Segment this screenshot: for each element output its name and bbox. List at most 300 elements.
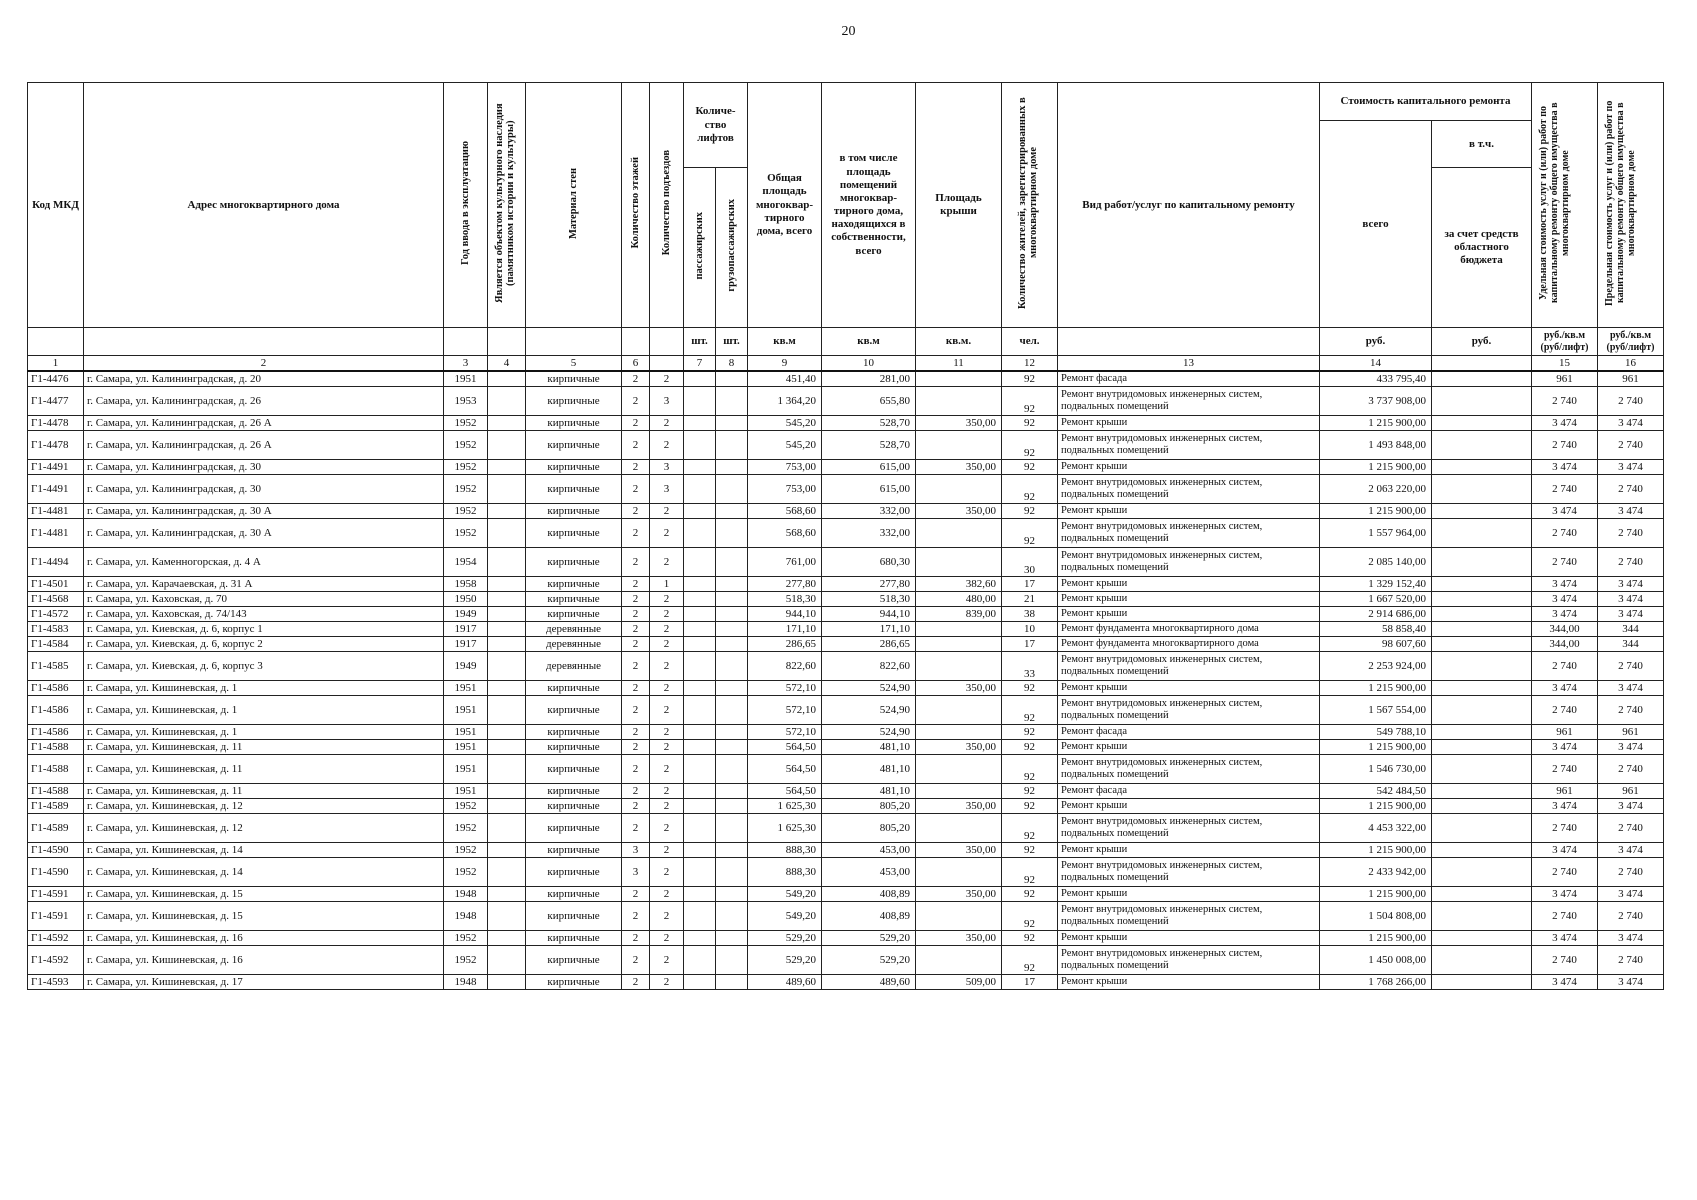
address-cell: г. Самара, ул. Калининградская, д. 30 А [84, 504, 444, 519]
work-type-cell: Ремонт внутридомовых инженерных систем, подвальных помещений [1058, 755, 1320, 784]
material-cell: кирпичные [526, 814, 622, 843]
unit-cost-cell: 2 740 [1532, 548, 1598, 577]
heritage-cell [488, 784, 526, 799]
capital-repair-table [27, 82, 1664, 990]
roof-area-cell: 350,00 [916, 460, 1002, 475]
address-cell: г. Самара, ул. Каховская, д. 74/143 [84, 607, 444, 622]
work-type-cell: Ремонт крыши [1058, 681, 1320, 696]
total-area-cell: 564,50 [748, 784, 822, 799]
material-cell: кирпичные [526, 371, 622, 387]
max-cost-cell: 3 474 [1598, 416, 1664, 431]
cost-regional-cell [1432, 843, 1532, 858]
address-cell: г. Самара, ул. Калининградская, д. 20 [84, 371, 444, 387]
unit-sqm: кв.м [822, 328, 916, 356]
work-type-cell: Ремонт крыши [1058, 975, 1320, 990]
table-row [28, 387, 1664, 416]
lifts-passenger-cell [684, 975, 716, 990]
total-area-cell: 564,50 [748, 740, 822, 755]
code-cell: Г1-4586 [28, 725, 84, 740]
total-area-cell: 753,00 [748, 460, 822, 475]
header-cost-regional: за счет средств областного бюджета [1432, 168, 1532, 328]
lifts-passenger-cell [684, 799, 716, 814]
table-row [28, 475, 1664, 504]
cost-regional-cell [1432, 637, 1532, 652]
total-area-cell: 549,20 [748, 902, 822, 931]
total-area-cell: 529,20 [748, 946, 822, 975]
unit-sqm: кв.м. [916, 328, 1002, 356]
residents-cell: 92 [1002, 858, 1058, 887]
total-area-cell: 572,10 [748, 696, 822, 725]
lifts-cargo-cell [716, 902, 748, 931]
cost-total-cell: 1 215 900,00 [1320, 843, 1432, 858]
heritage-cell [488, 592, 526, 607]
cost-total-cell: 1 215 900,00 [1320, 799, 1432, 814]
lifts-passenger-cell [684, 592, 716, 607]
floors-cell: 2 [622, 622, 650, 637]
entrances-cell: 1 [650, 577, 684, 592]
roof-area-cell: 350,00 [916, 843, 1002, 858]
floors-cell: 2 [622, 946, 650, 975]
owned-area-cell: 489,60 [822, 975, 916, 990]
roof-area-cell [916, 652, 1002, 681]
total-area-cell: 888,30 [748, 858, 822, 887]
lifts-passenger-cell [684, 622, 716, 637]
address-cell: г. Самара, ул. Кишиневская, д. 11 [84, 740, 444, 755]
table-row [28, 416, 1664, 431]
heritage-cell [488, 416, 526, 431]
material-cell: деревянные [526, 622, 622, 637]
heritage-cell [488, 843, 526, 858]
unit-cost-cell: 2 740 [1532, 475, 1598, 504]
heritage-cell [488, 607, 526, 622]
code-cell: Г1-4583 [28, 622, 84, 637]
work-type-cell: Ремонт фасада [1058, 784, 1320, 799]
code-cell: Г1-4588 [28, 740, 84, 755]
roof-area-cell [916, 519, 1002, 548]
heritage-cell [488, 371, 526, 387]
roof-area-cell: 350,00 [916, 504, 1002, 519]
unit-people: чел. [1002, 328, 1058, 356]
unit-cost-cell: 961 [1532, 371, 1598, 387]
code-cell: Г1-4481 [28, 519, 84, 548]
lifts-passenger-cell [684, 681, 716, 696]
cost-regional-cell [1432, 784, 1532, 799]
cost-regional-cell [1432, 622, 1532, 637]
column-number: 9 [748, 356, 822, 372]
lifts-passenger-cell [684, 784, 716, 799]
max-cost-cell: 961 [1598, 784, 1664, 799]
table-row [28, 607, 1664, 622]
max-cost-cell: 3 474 [1598, 843, 1664, 858]
cost-total-cell: 1 215 900,00 [1320, 740, 1432, 755]
cost-total-cell: 1 493 848,00 [1320, 431, 1432, 460]
year-cell: 1951 [444, 371, 488, 387]
owned-area-cell: 481,10 [822, 784, 916, 799]
total-area-cell: 568,60 [748, 504, 822, 519]
table-row [28, 431, 1664, 460]
header-heritage: Является объектом культурного наследия (памятником истории и культуры) [488, 83, 526, 328]
roof-area-cell [916, 637, 1002, 652]
owned-area-cell: 680,30 [822, 548, 916, 577]
table-row [28, 740, 1664, 755]
floors-cell: 2 [622, 740, 650, 755]
owned-area-cell: 944,10 [822, 607, 916, 622]
cost-regional-cell [1432, 371, 1532, 387]
address-cell: г. Самара, ул. Калининградская, д. 30 [84, 475, 444, 504]
cost-total-cell: 1 557 964,00 [1320, 519, 1432, 548]
address-cell: г. Самара, ул. Киевская, д. 6, корпус 3 [84, 652, 444, 681]
floors-cell: 2 [622, 887, 650, 902]
table-row [28, 931, 1664, 946]
header-address: Адрес многоквартирного дома [84, 83, 444, 328]
work-type-cell: Ремонт фасада [1058, 725, 1320, 740]
cost-total-cell: 4 453 322,00 [1320, 814, 1432, 843]
year-cell: 1954 [444, 548, 488, 577]
heritage-cell [488, 387, 526, 416]
floors-cell: 2 [622, 902, 650, 931]
entrances-cell: 2 [650, 858, 684, 887]
code-cell: Г1-4589 [28, 814, 84, 843]
material-cell: кирпичные [526, 475, 622, 504]
lifts-passenger-cell [684, 755, 716, 784]
total-area-cell: 822,60 [748, 652, 822, 681]
unit-cost-cell: 3 474 [1532, 416, 1598, 431]
lifts-cargo-cell [716, 755, 748, 784]
cost-regional-cell [1432, 592, 1532, 607]
owned-area-cell: 805,20 [822, 814, 916, 843]
entrances-cell: 2 [650, 607, 684, 622]
unit-cost-cell: 3 474 [1532, 931, 1598, 946]
cost-regional-cell [1432, 475, 1532, 504]
owned-area-cell: 655,80 [822, 387, 916, 416]
cost-total-cell: 1 768 266,00 [1320, 975, 1432, 990]
lifts-passenger-cell [684, 387, 716, 416]
max-cost-cell: 3 474 [1598, 931, 1664, 946]
lifts-passenger-cell [684, 858, 716, 887]
residents-cell: 92 [1002, 931, 1058, 946]
max-cost-cell: 2 740 [1598, 387, 1664, 416]
year-cell: 1952 [444, 519, 488, 548]
material-cell: кирпичные [526, 858, 622, 887]
max-cost-cell: 3 474 [1598, 577, 1664, 592]
unit-pcs: шт. [716, 328, 748, 356]
column-number: 6 [622, 356, 650, 372]
floors-cell: 2 [622, 975, 650, 990]
cost-regional-cell [1432, 548, 1532, 577]
heritage-cell [488, 696, 526, 725]
floors-cell: 2 [622, 755, 650, 784]
code-cell: Г1-4591 [28, 887, 84, 902]
address-cell: г. Самара, ул. Кишиневская, д. 12 [84, 799, 444, 814]
owned-area-cell: 528,70 [822, 416, 916, 431]
entrances-cell: 3 [650, 460, 684, 475]
address-cell: г. Самара, ул. Кишиневская, д. 11 [84, 755, 444, 784]
material-cell: кирпичные [526, 902, 622, 931]
unit-sqm: кв.м [748, 328, 822, 356]
work-type-cell: Ремонт внутридомовых инженерных систем, подвальных помещений [1058, 431, 1320, 460]
lifts-passenger-cell [684, 475, 716, 504]
residents-cell: 17 [1002, 637, 1058, 652]
unit-cost-cell: 3 474 [1532, 681, 1598, 696]
cost-total-cell: 1 215 900,00 [1320, 887, 1432, 902]
entrances-cell: 3 [650, 387, 684, 416]
floors-cell: 2 [622, 637, 650, 652]
max-cost-cell: 2 740 [1598, 652, 1664, 681]
lifts-cargo-cell [716, 946, 748, 975]
unit-cost-cell: 2 740 [1532, 902, 1598, 931]
max-cost-cell: 3 474 [1598, 681, 1664, 696]
table-row [28, 887, 1664, 902]
address-cell: г. Самара, ул. Кишиневская, д. 15 [84, 887, 444, 902]
material-cell: кирпичные [526, 519, 622, 548]
work-type-cell: Ремонт внутридомовых инженерных систем, подвальных помещений [1058, 946, 1320, 975]
code-cell: Г1-4481 [28, 504, 84, 519]
owned-area-cell: 171,10 [822, 622, 916, 637]
work-type-cell: Ремонт внутридомовых инженерных систем, подвальных помещений [1058, 696, 1320, 725]
heritage-cell [488, 431, 526, 460]
residents-cell: 92 [1002, 460, 1058, 475]
code-cell: Г1-4593 [28, 975, 84, 990]
table-row [28, 637, 1664, 652]
cost-regional-cell [1432, 387, 1532, 416]
unit-cost-cell: 344,00 [1532, 622, 1598, 637]
owned-area-cell: 615,00 [822, 460, 916, 475]
unit-cost-cell: 3 474 [1532, 504, 1598, 519]
year-cell: 1952 [444, 416, 488, 431]
code-cell: Г1-4588 [28, 784, 84, 799]
table-row [28, 371, 1664, 387]
cost-total-cell: 2 914 686,00 [1320, 607, 1432, 622]
table-row [28, 519, 1664, 548]
max-cost-cell: 344 [1598, 637, 1664, 652]
work-type-cell: Ремонт крыши [1058, 843, 1320, 858]
table-row [28, 725, 1664, 740]
floors-cell: 2 [622, 504, 650, 519]
cost-regional-cell [1432, 681, 1532, 696]
address-cell: г. Самара, ул. Кишиневская, д. 11 [84, 784, 444, 799]
entrances-cell: 2 [650, 548, 684, 577]
cost-total-cell: 1 667 520,00 [1320, 592, 1432, 607]
total-area-cell: 753,00 [748, 475, 822, 504]
year-cell: 1952 [444, 431, 488, 460]
cost-total-cell: 3 737 908,00 [1320, 387, 1432, 416]
cost-regional-cell [1432, 607, 1532, 622]
table-body [28, 371, 1664, 990]
lifts-cargo-cell [716, 858, 748, 887]
address-cell: г. Самара, ул. Киевская, д. 6, корпус 2 [84, 637, 444, 652]
code-cell: Г1-4586 [28, 696, 84, 725]
work-type-cell: Ремонт крыши [1058, 887, 1320, 902]
owned-area-cell: 453,00 [822, 843, 916, 858]
total-area-cell: 286,65 [748, 637, 822, 652]
material-cell: кирпичные [526, 460, 622, 475]
column-number: 7 [684, 356, 716, 372]
lifts-cargo-cell [716, 371, 748, 387]
max-cost-cell: 3 474 [1598, 887, 1664, 902]
heritage-cell [488, 548, 526, 577]
floors-cell: 2 [622, 592, 650, 607]
floors-cell: 2 [622, 696, 650, 725]
entrances-cell: 2 [650, 519, 684, 548]
work-type-cell: Ремонт крыши [1058, 799, 1320, 814]
total-area-cell: 549,20 [748, 887, 822, 902]
entrances-cell: 2 [650, 416, 684, 431]
heritage-cell [488, 475, 526, 504]
floors-cell: 3 [622, 843, 650, 858]
total-area-cell: 518,30 [748, 592, 822, 607]
code-cell: Г1-4491 [28, 475, 84, 504]
unit-rub: руб. [1320, 328, 1432, 356]
heritage-cell [488, 799, 526, 814]
table-row [28, 460, 1664, 475]
residents-cell: 10 [1002, 622, 1058, 637]
year-cell: 1952 [444, 858, 488, 887]
owned-area-cell: 529,20 [822, 931, 916, 946]
work-type-cell: Ремонт внутридомовых инженерных систем, подвальных помещений [1058, 519, 1320, 548]
cost-total-cell: 1 215 900,00 [1320, 681, 1432, 696]
floors-cell: 2 [622, 652, 650, 681]
table-row [28, 696, 1664, 725]
floors-cell: 2 [622, 371, 650, 387]
cost-total-cell: 2 253 924,00 [1320, 652, 1432, 681]
max-cost-cell: 2 740 [1598, 814, 1664, 843]
heritage-cell [488, 946, 526, 975]
lifts-cargo-cell [716, 622, 748, 637]
residents-cell: 92 [1002, 799, 1058, 814]
cost-total-cell: 1 504 808,00 [1320, 902, 1432, 931]
lifts-cargo-cell [716, 607, 748, 622]
year-cell: 1952 [444, 504, 488, 519]
cost-regional-cell [1432, 975, 1532, 990]
lifts-cargo-cell [716, 475, 748, 504]
table-row [28, 946, 1664, 975]
entrances-cell: 2 [650, 622, 684, 637]
address-cell: г. Самара, ул. Кишиневская, д. 1 [84, 696, 444, 725]
year-cell: 1951 [444, 740, 488, 755]
floors-cell: 2 [622, 387, 650, 416]
max-cost-cell: 2 740 [1598, 431, 1664, 460]
floors-cell: 2 [622, 577, 650, 592]
material-cell: кирпичные [526, 843, 622, 858]
address-cell: г. Самара, ул. Кишиневская, д. 1 [84, 725, 444, 740]
lifts-passenger-cell [684, 637, 716, 652]
address-cell: г. Самара, ул. Кишиневская, д. 16 [84, 931, 444, 946]
roof-area-cell [916, 725, 1002, 740]
residents-cell: 92 [1002, 740, 1058, 755]
unit-rate: руб./кв.м (руб/лифт) [1598, 328, 1664, 356]
address-cell: г. Самара, ул. Калининградская, д. 26 А [84, 431, 444, 460]
lifts-passenger-cell [684, 416, 716, 431]
year-cell: 1951 [444, 696, 488, 725]
header-cost: Стоимость капитального ремонта [1320, 83, 1532, 121]
table-row [28, 843, 1664, 858]
code-cell: Г1-4590 [28, 858, 84, 887]
floors-cell: 2 [622, 475, 650, 504]
total-area-cell: 1 625,30 [748, 799, 822, 814]
cost-total-cell: 2 085 140,00 [1320, 548, 1432, 577]
lifts-cargo-cell [716, 887, 748, 902]
floors-cell: 2 [622, 814, 650, 843]
total-area-cell: 529,20 [748, 931, 822, 946]
total-area-cell: 572,10 [748, 725, 822, 740]
residents-cell: 33 [1002, 652, 1058, 681]
unit-cost-cell: 3 474 [1532, 592, 1598, 607]
residents-cell: 92 [1002, 519, 1058, 548]
table-row [28, 858, 1664, 887]
column-number: 13 [1058, 356, 1320, 372]
total-area-cell: 1 625,30 [748, 814, 822, 843]
cost-total-cell: 1 450 008,00 [1320, 946, 1432, 975]
heritage-cell [488, 887, 526, 902]
cost-regional-cell [1432, 902, 1532, 931]
header-code: Код МКД [28, 83, 84, 328]
table-row [28, 652, 1664, 681]
max-cost-cell: 2 740 [1598, 902, 1664, 931]
year-cell: 1948 [444, 887, 488, 902]
header-owned-area: в том числе площадь помещений многоквар-тирного дома, находящихся в собственности, всего [822, 83, 916, 328]
lifts-cargo-cell [716, 416, 748, 431]
material-cell: деревянные [526, 652, 622, 681]
code-cell: Г1-4478 [28, 431, 84, 460]
owned-area-cell: 822,60 [822, 652, 916, 681]
total-area-cell: 545,20 [748, 416, 822, 431]
residents-cell: 92 [1002, 902, 1058, 931]
cost-regional-cell [1432, 416, 1532, 431]
entrances-cell: 2 [650, 946, 684, 975]
year-cell: 1917 [444, 622, 488, 637]
residents-cell: 92 [1002, 814, 1058, 843]
cost-total-cell: 98 607,60 [1320, 637, 1432, 652]
roof-area-cell [916, 946, 1002, 975]
work-type-cell: Ремонт фундамента многоквартирного дома [1058, 637, 1320, 652]
lifts-cargo-cell [716, 592, 748, 607]
code-cell: Г1-4491 [28, 460, 84, 475]
roof-area-cell [916, 902, 1002, 931]
residents-cell: 92 [1002, 681, 1058, 696]
entrances-cell: 2 [650, 887, 684, 902]
code-cell: Г1-4477 [28, 387, 84, 416]
heritage-cell [488, 504, 526, 519]
total-area-cell: 1 364,20 [748, 387, 822, 416]
material-cell: кирпичные [526, 887, 622, 902]
work-type-cell: Ремонт крыши [1058, 592, 1320, 607]
header-lifts: Количе-ство лифтов [684, 83, 748, 168]
unit-cost-cell: 344,00 [1532, 637, 1598, 652]
lifts-cargo-cell [716, 431, 748, 460]
floors-cell: 2 [622, 607, 650, 622]
material-cell: кирпичные [526, 740, 622, 755]
table-row [28, 681, 1664, 696]
unit-cost-cell: 961 [1532, 784, 1598, 799]
residents-cell: 92 [1002, 887, 1058, 902]
total-area-cell: 572,10 [748, 681, 822, 696]
owned-area-cell: 286,65 [822, 637, 916, 652]
capital-repair-table-wrapper [27, 82, 1664, 990]
column-number [1432, 356, 1532, 372]
heritage-cell [488, 622, 526, 637]
max-cost-cell: 961 [1598, 725, 1664, 740]
roof-area-cell: 350,00 [916, 887, 1002, 902]
unit-cost-cell: 3 474 [1532, 460, 1598, 475]
code-cell: Г1-4494 [28, 548, 84, 577]
lifts-cargo-cell [716, 519, 748, 548]
table-row [28, 814, 1664, 843]
material-cell: кирпичные [526, 725, 622, 740]
code-cell: Г1-4478 [28, 416, 84, 431]
material-cell: кирпичные [526, 592, 622, 607]
owned-area-cell: 481,10 [822, 740, 916, 755]
heritage-cell [488, 637, 526, 652]
